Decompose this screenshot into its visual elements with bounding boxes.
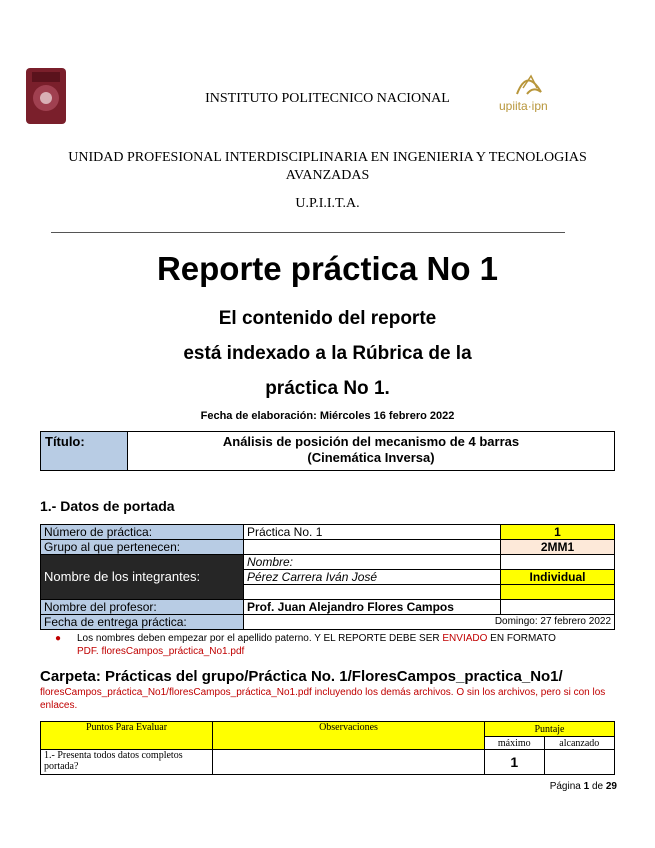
report-title: Reporte práctica No 1 — [156, 250, 499, 287]
page-number — [550, 781, 617, 792]
empty-cell — [501, 600, 615, 615]
integrante-name: Pérez Carrera Iván José — [244, 570, 501, 585]
titulo-line-1: Análisis de posición del mecanismo de 4 barras — [222, 434, 520, 449]
upiita-logo-text: upiita·ipn — [499, 99, 548, 112]
row-maximo: 1 — [485, 750, 545, 775]
unidad-name: UNIDAD PROFESIONAL INTERDISCIPLINARIA EN INGENIERIA Y TECNOLOGIAS AVANZADAS — [68, 150, 587, 183]
subtitle-line-1: El contenido del reporte — [218, 308, 437, 329]
profesor-value: Prof. Juan Alejandro Flores Campos — [244, 600, 501, 615]
col-puntaje: Puntaje — [485, 722, 615, 737]
section-heading: 1.- Datos de portada — [40, 498, 175, 514]
grupo-value: 2MM1 — [501, 540, 615, 555]
titulo-table — [40, 431, 615, 471]
grupo-empty — [244, 540, 501, 555]
note-bullet — [55, 632, 625, 658]
nombre-header: Nombre: — [244, 555, 501, 570]
carpeta-path: Carpeta: Prácticas del grupo/Práctica No. 1/FloresCampos_practica_No1/ — [40, 668, 563, 685]
numero-value: Práctica No. 1 — [244, 525, 501, 540]
institute-name: INSTITUTO POLITECNICO NACIONAL — [205, 91, 450, 106]
empty-cell — [244, 585, 501, 600]
fecha-elaboracion: Fecha de elaboración: Miércoles 16 febrero 2022 — [200, 410, 455, 422]
col-alcanzado: alcanzado — [544, 737, 614, 750]
note-enviado: ENVIADO — [442, 633, 488, 644]
col-puntos: Puntos Para Evaluar — [41, 722, 213, 750]
bullet-icon: ● — [55, 633, 62, 644]
row-punto: 1.- Presenta todos datos completos portada? — [41, 750, 213, 775]
empty-cell — [501, 555, 615, 570]
subtitle-line-2: está indexado a la Rúbrica de la — [183, 343, 472, 364]
row-alcanzado — [544, 750, 614, 775]
rubrica-table — [40, 721, 615, 775]
subtitle-line-3: práctica No 1. — [265, 378, 390, 399]
note-pdf-name: PDF. floresCampos_práctica_No1.pdf — [77, 646, 245, 657]
numero-label: Número de práctica: — [41, 525, 244, 540]
empty-yellow-cell — [501, 585, 615, 600]
page-of: de — [591, 781, 604, 792]
page-label: Página — [549, 781, 581, 792]
header-divider — [51, 232, 565, 233]
titulo-value — [128, 432, 615, 471]
numero-num: 1 — [501, 525, 615, 540]
modalidad-badge: Individual — [501, 570, 615, 585]
col-observaciones: Observaciones — [213, 722, 485, 750]
entrega-label: Fecha de entrega práctica: — [41, 615, 244, 630]
grupo-label: Grupo al que pertenecen: — [41, 540, 244, 555]
col-maximo: máximo — [485, 737, 545, 750]
titulo-line-2: (Cinemática Inversa) — [307, 450, 435, 465]
upiita-abbr: U.P.I.I.T.A. — [295, 196, 360, 211]
profesor-label: Nombre del profesor: — [41, 600, 244, 615]
page-total: 29 — [605, 781, 617, 792]
row-obs — [213, 750, 485, 775]
titulo-label: Título: — [41, 432, 128, 471]
note-text-1: Los nombres deben empezar por el apellido paterno. Y EL REPORTE DEBE SER — [77, 633, 443, 644]
carpeta-note: floresCampos_práctica_No1/floresCampos_práctica_No1.pdf incluyendo los demás archivos. O sin los archivos, pero si con los enlaces. — [40, 687, 606, 711]
datos-table — [40, 524, 615, 630]
table-row — [41, 750, 615, 775]
page-current: 1 — [583, 781, 590, 792]
entrega-value: Domingo: 27 febrero 2022 — [244, 615, 615, 630]
note-text-2: EN FORMATO — [487, 633, 556, 644]
integrantes-label: Nombre de los integrantes: — [41, 555, 244, 600]
